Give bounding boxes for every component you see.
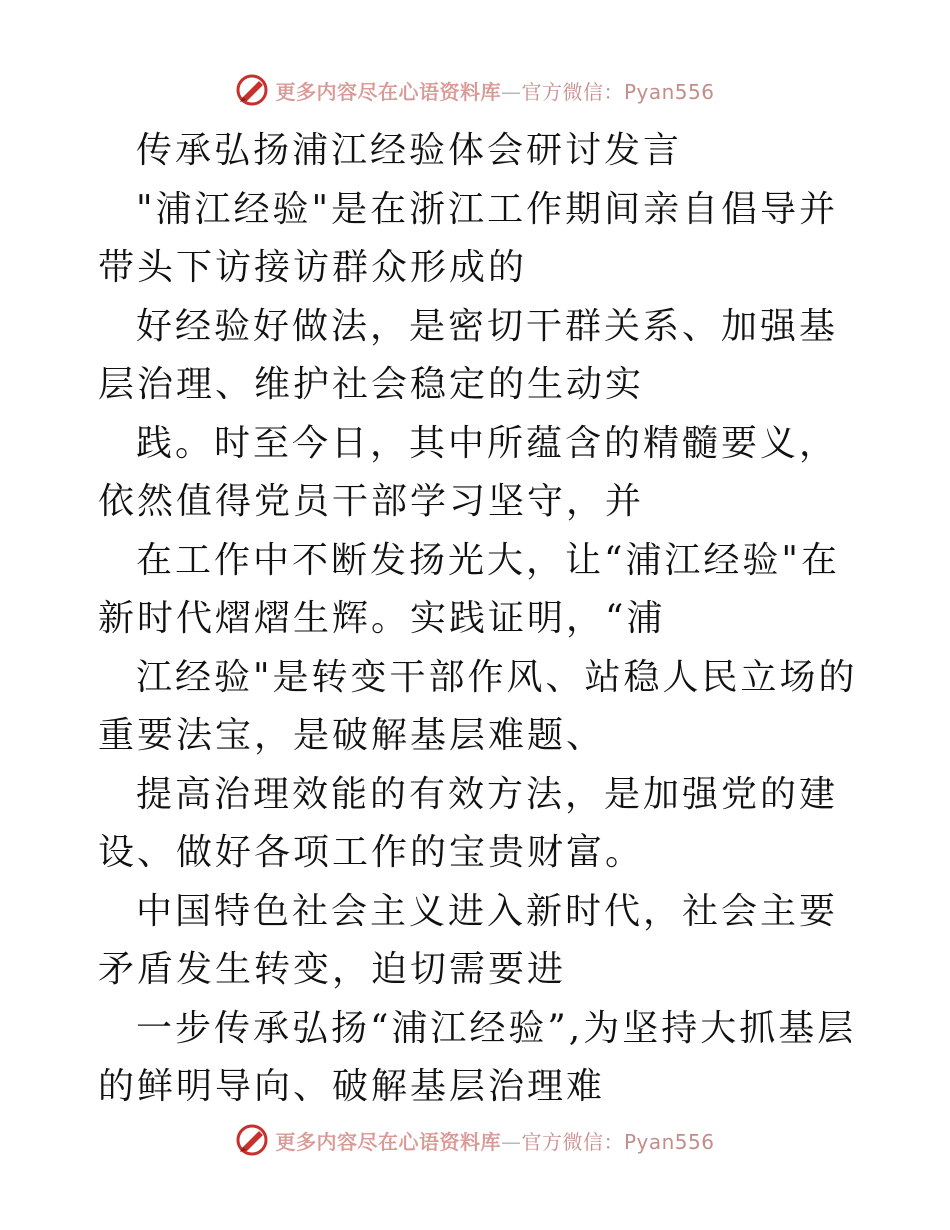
paragraph: 在工作中不断发扬光大，让“浦江经验"在新时代熠熠生辉。实践证明，“浦 [98, 539, 840, 639]
watermark-text [275, 76, 714, 105]
paragraph: 江经验"是转变干部作风、站稳人民立场的重要法宝，是破解基层难题、 [98, 656, 858, 756]
watermark-dash: — [500, 79, 522, 104]
watermark-suffix: 官方微信：Pyan556 [521, 79, 715, 104]
watermark-prefix: 更多内容尽在心语资料库 [275, 79, 501, 104]
paragraph: 中国特色社会主义进入新时代，社会主要矛盾发生转变，迫切需要进 [98, 890, 839, 990]
paragraph: 践。时至今日，其中所蕴含的精髓要义，依然值得党员干部学习坚守，并 [98, 422, 839, 522]
pen-logo-icon [235, 73, 269, 107]
watermark-suffix: 官方微信：Pyan556 [521, 1129, 715, 1154]
document-title: 传承弘扬浦江经验体会研讨发言 [136, 130, 683, 171]
paragraph: 好经验好做法，是密切干群关系、加强基层治理、维护社会稳定的生动实 [98, 305, 839, 405]
document-body [98, 122, 858, 1117]
watermark-text [275, 1126, 714, 1155]
watermark-prefix: 更多内容尽在心语资料库 [275, 1129, 501, 1154]
pen-logo-icon [235, 1123, 269, 1157]
paragraph: "浦江经验"是在浙江工作期间亲自倡导并带头下访接访群众形成的 [98, 188, 839, 288]
watermark-dash: — [500, 1129, 522, 1154]
paragraph: 一步传承弘扬“浦江经验”,为坚持大抓基层的鲜明导向、破解基层治理难 [98, 1007, 857, 1107]
footer-watermark [0, 1120, 950, 1160]
header-watermark [0, 70, 950, 110]
paragraph: 提高治理效能的有效方法，是加强党的建设、做好各项工作的宝贵财富。 [98, 773, 839, 873]
